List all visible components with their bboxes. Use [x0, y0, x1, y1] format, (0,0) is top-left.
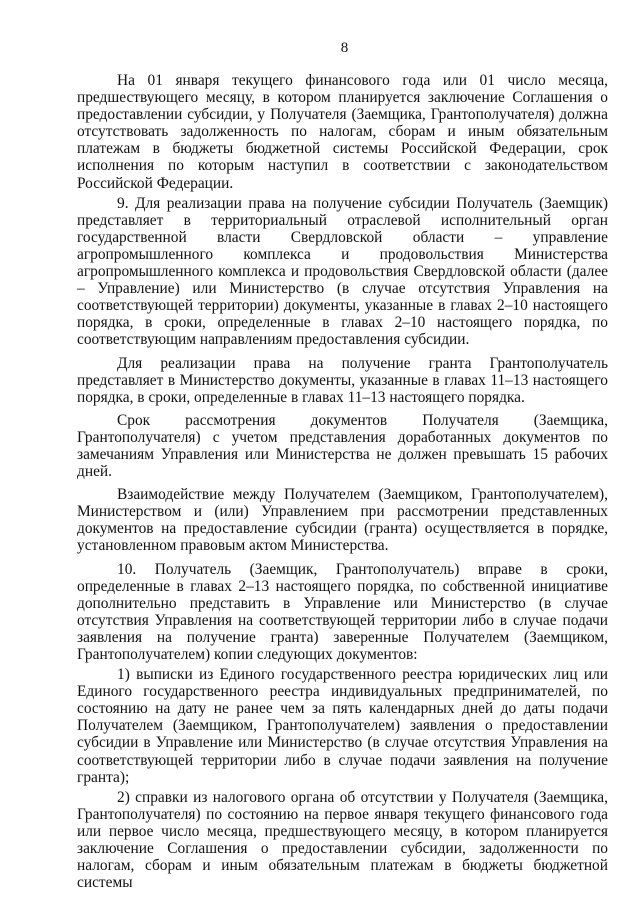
list-item-tax-certificate: 2) справки из налогового органа об отсутствии у Получателя (Заемщика, Грантополучателя) по состоянию на первое января текущего финансового года или первое число месяца, предшествующего месяцу, в котором планируется заключение Соглашения о предоставлении субсидии, задолженности по налогам, сборам и иным обязательным платежам в бюджеты бюджетной системы: [77, 788, 608, 892]
document-page: [77, 38, 608, 891]
paragraph-clause-9: 9. Для реализации права на получение субсидии Получатель (Заемщик) представляет в территориальный отраслевой исполнительный орган государственной власти Свердловской области – управление агропромышленного комплекса и продовольствия Министерства агропромышленного комплекса и продовольствия Свердловской области (далее – Управление) или Министерство (в случае отсутствия Управления на соответствующей территории) документы, указанные в главах 2–10 настоящего порядка, в сроки, определенные в главах 2–10 настоящего порядка, по соответствующим направлениям предоставления субсидии.: [77, 194, 608, 349]
paragraph-interaction: Взаимодействие между Получателем (Заемщиком, Грантополучателем), Министерством и (или) Управлением при рассмотрении представленных документов на предоставление субсидии (гранта) осуществляется в порядке, установленном правовым актом Министерства.: [77, 486, 608, 555]
paragraph-grant-right: Для реализации права на получение гранта Грантополучатель представляет в Министерство документы, указанные в главах 11–13 настоящего порядка, в сроки, определенные в главах 11–13 настоящего порядка.: [77, 354, 608, 406]
paragraph-review-period: Срок рассмотрения документов Получателя (Заемщика, Грантополучателя) с учетом представления доработанных документов по замечаниям Управления или Министерства не должен превышать 15 рабочих дней.: [77, 411, 608, 481]
page-number: 8: [340, 40, 349, 56]
paragraph-clause-10: 10. Получатель (Заемщик, Грантополучатель) вправе в сроки, определенные в главах 2–13 настоящего порядка, по собственной инициативе дополнительно представить в Управление или Министерство (в случае отсутствия Управления на соответствующей территории либо в случае подачи заявления на получение гранта) заверенные Получателем (Заемщиком, Грантополучателем) копии следующих документов:: [77, 560, 608, 663]
list-item-registry-extract: 1) выписки из Единого государственного реестра юридических лиц или Единого государственного реестра индивидуальных предпринимателей, по состоянию на дату не ранее чем за пять календарных дней до даты подачи Получателем (Заемщиком, Грантополучателем) заявления о предоставлении субсидии в Управление или Министерство (в случае отсутствия Управления на соответствующей территории либо в случае подачи заявления на получение гранта);: [77, 666, 608, 786]
paragraph-tax-debt: На 01 января текущего финансового года или 01 число месяца, предшествующего месяцу, в котором планируется заключение Соглашения о предоставлении субсидии, у Получателя (Заемщика, Грантополучателя) должна отсутствовать задолженность по налогам, сборам и иным обязательным платежам в бюджеты бюджетной системы Российской Федерации, срок исполнения по которым наступил в соответствии с законодательством Российской Федерации.: [77, 72, 608, 192]
